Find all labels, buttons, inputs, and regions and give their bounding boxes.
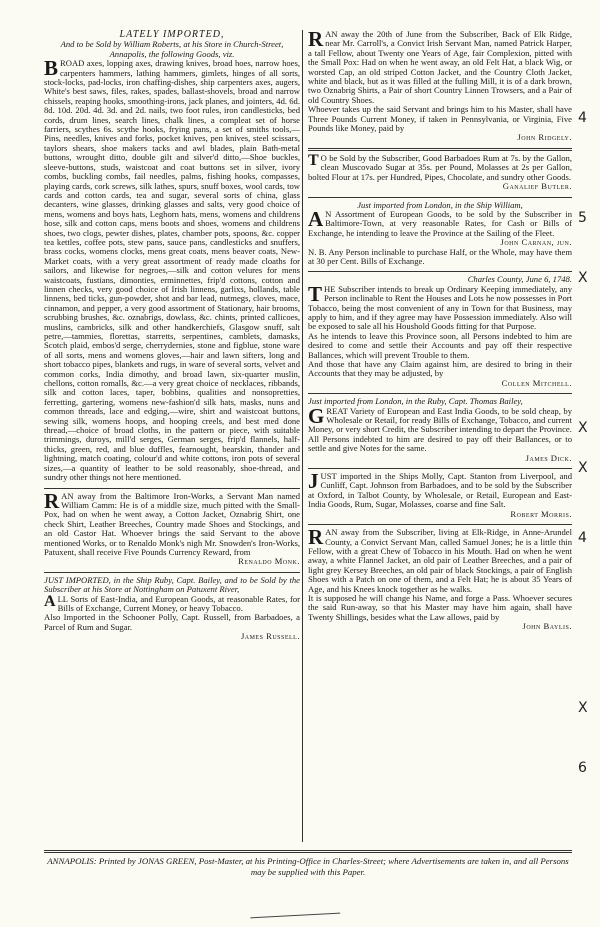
ad-body-2: Whoever takes up the said Servant and brings him to his Master, shall have Three Pounds Current Money, if taken in Pennsylvania, or Virginia, Five Pounds like Money, paid by (308, 104, 572, 134)
ad-body: O be Sold by the Subscriber, Good Barbadoes Rum at 7s. by the Gallon, clean Muscovado Sugar at 35s. per Pound, Molasses at 2s per Gallon, bolted Flour at 17s. per Hundred, Pipes, Chocolate, and sundry other Goods. (308, 152, 572, 182)
ad-body: REAT Variety of European and East India Goods, to be sold cheap, by Wholesale or Retail, for ready Bills of Exchange, Tobacco, and current Money, or very short Credit, the Subscriber intending to depart the Province. (308, 405, 572, 435)
ad-dateline: Charles County, June 6, 1748. (467, 274, 572, 285)
drop-initial: R (44, 488, 60, 513)
ad-body-3: And those that have any Claim against him, are desired to bring in their Accounts that they may be adjusted, by (308, 359, 572, 379)
ad-signature: Ganalief Butler. (502, 181, 572, 192)
ad-signature: John Ridgely. (517, 132, 572, 143)
divider (308, 524, 572, 525)
drop-initial: R (308, 525, 324, 550)
divider (44, 572, 300, 573)
ad-body: ROAD axes, lopping axes, drawing knives, broad hoes, narrow hoes, carpenters hammers, lathing hammers, gimlets, hinges of all sorts, stock-locks, pad-locks, iron chaffing-dishes, ship carpenters axes, augers, White's best saws, files, rakes, spades, ballast-shovels, broad and narrow chissels, reaping hooks, smoothing-irons, jack planes, and jointers, 4d. 6d. 8d. 10d. 20d. 4d. 3d. and 2d. nails, two foot rules, iron candlesticks, bed cords, drum lines, search lines, chalk lines, a compleat set of horse farriers, scythes 6s. scythe hooks, frying pans, a set of smiths tools,—Pins, needles, knives and forks, pocket knives, pen knives, steel scissars, taylors shears, shoe makers tacks and awl blades, plain Bath-metal buttons, wrought ditto, double gilt and silver'd ditto,—Shoe buckles, sleeve-buttons, studs, waistcoat and coat buttons set in silver, ivory combs, buckling combs, fail needles, palms, fishing hooks, compasses, playing cards, cork screws, silk lathes, spurs, snuff boxes, wool cards, tow cards and cotton cards, tea and sugar, several sorts of china, glass decanters, wine glasses, drinking glasses and salts, very good choice of mens, womens and boys hats, Leghorn hats, mens, womens and childrens hose, silk and cotton caps, mens boots and shoes, womens and childrens shoes, two clogs, pewter dishes, plates, chamber pots, spoons, &c. copper tea kettles, coffee pots, stew pans, sauce pans, candlesticks and snuffers, brass cocks, womens clocks, mens great coats, mens beaver coats, New-Market coats, with a very great assortment of ready made cloaths for sailors, and likewise for negroes,—silk and cotton velures for mens waistcoats, fustians, dimonties, erminnettes, frip'd cottons, cotton and linnen checks, very good choice of Irish linnens, garlixs, hollands, table linnens, bed ticks, gun-powder, shot and bar lead, nutmegs, cloves, mace, cinnamon, and pepper, a very good assortment of Stationary, hair brooms, scrubbing brushes, &c. oznabrigs, dowlass, &c. chints, printed callicoes, muslins, cambricks, silk and other handkerchiefs, Glasgow snuff, salt petre,—tammies, florettas, starretts, serpentines, camblets, damasks, Scotch plaid, embos'd serge, cherrydernies, stone and figblue, stone ware of all sorts, mens and womens gloves,—hair and lawn sifters, long and short tobacco pipes, blankets and rugs, in ware of several sorts, velvet and common corks, India dimothy, and broad lawn, six-quarter muslin, chellons, cotton romalls, &c.—a very great choice of necklaces, ribbands, silk and cotton laces, taper, bobbins, qualities and nonsopretties, ferretting, gartering, womens new-fashion'd silk hats, masks, nuns and common threads, lace and edging,—wire, shirt and waistcoat buttons, sewing silk, womens hoops, and hooping creels, and best med done thread,—choice of broad cloths, in the pattern or piece, with suitable trimmings, duroys, mill'd serges, German serges, frip'd flannels, half-thicks, green, red, and blue duffles, fearnought, bearskin, thander and lightning, match coating, colour'd and white cottons, iron pots of several sizes,—a quantity of leather to be sold reasonably, shoe-thread, and sundry other things not here mentioned. (44, 58, 300, 483)
ad-body-2: Also Imported in the Schooner Polly, Capt. Russell, from Barbadoes, a Parcel of Rum and Sugar. (44, 612, 300, 632)
margin-mark: X (578, 420, 588, 436)
pen-stroke (250, 903, 340, 919)
ad-subheading: And to be Sold by William Roberts, at his Store in Church-Street, Annapolis, the following Goods, viz. (60, 39, 284, 59)
ad-heading: Just imported from London, in the Ship William, (357, 199, 523, 210)
ad-signature: John Carnan, jun. (500, 237, 572, 248)
margin-mark: 5 (578, 210, 587, 226)
printer-imprint: ANNAPOLIS: Printed by JONAS GREEN, Post-Master, at his Printing-Office in Charles-Street; where Advertisements are taken in, and all Persons may be supplied with this Paper. (44, 850, 572, 878)
divider (308, 148, 572, 151)
ad-body: AN away from the Baltimore Iron-Works, a Servant Man named William Camm: He is of a middle size, much pitted with the Small-Pox, had on when he went away, a Cotton Jacket, Oznabrig Shirt, one check Shirt, Leather Breeches, Country made Shoes and Stockings, and an old Castor Hat. Whoever brings the said Servant to the above mentioned Works, or to Renaldo Monk's nigh Mr. Snowden's Iron-Works, Patuxent, shall receive Five Pounds Currency Reward, from (44, 490, 300, 557)
ad-heading: Just imported from London, in the Ruby, Capt. Thomas Bailey, (308, 396, 523, 407)
runaway-harper-ad (308, 30, 572, 146)
divider (44, 488, 300, 489)
ad-body-2: As he intends to leave this Province soon, all Persons indebted to him are desired to come and settle their Accounts and pay off their respective Ballances, which will prevent Trouble to them. (308, 330, 572, 360)
ad-body: N Assortment of European Goods, to be sold by the Subscriber in Baltimore-Town, at very reasonable Rates, for Cash or Bills of Exchange, he intending to leave the Province at the Sailing of the Fleet. (308, 208, 572, 238)
rum-sale-ad (308, 151, 572, 195)
column-rule (302, 30, 303, 842)
drop-initial: G (308, 403, 325, 428)
ad-signature: Robert Morris. (510, 508, 572, 519)
ad-signature: James Russell. (240, 631, 300, 642)
mitchell-ad (308, 275, 572, 391)
drop-initial: R (308, 30, 324, 51)
runaway-camm-ad (44, 488, 300, 570)
ad-body-2: It is supposed he will change his Name, and forge a Pass. Whoever secures the said Run-away, so that his Master may have him again, shall have Twenty Shillings, besides what the Law allows, paid by (308, 592, 572, 622)
drop-initial: T (308, 151, 319, 169)
ad-note: N. B. Any Person inclinable to purchase Half, or the Whole, may have them at 30 per Cent. Bills of Exchange. (308, 246, 572, 266)
ruby-goods-ad (44, 576, 300, 645)
right-column (308, 30, 572, 635)
ad-signature: James Dick. (525, 452, 572, 463)
margin-mark: 4 (578, 530, 587, 546)
drop-initial: B (44, 56, 59, 81)
left-column (44, 30, 300, 645)
divider (308, 468, 572, 469)
morris-goods-ad (308, 469, 572, 522)
ad-body: HE Subscriber intends to break up Ordinary Keeping immediately, any Person inclinable to Rent the Houses and Lots he now possesses in Port Tobacco, being the most convenient of any in Town for that Business, may apply to him, and if they agree may have Possession immediately. Also will be exposed to sale all his Houshold Goods fitting for that Purpose. (308, 283, 572, 332)
ad-body: AN away the 20th of June from the Subscriber, Back of Elk Ridge, near Mr. Carroll's, a Convict Irish Servant Man, named Patrick Harper, a tall Fellow, about Twenty one Years of Age, fair Complexion, pitted with the Small Pox: Had on when he went away, an old Felt Hat, a black Wig, or worsted Cap, an old striped Cotton Jacket, and the Country Cloth Jacket, white and black, but as it was filled at the fulling Mill, it is of a dark brown, two Oznabrig Shirts, a Pair of short Country Linnen Trowsers, and a Pair of old Country Shoes. (308, 30, 572, 105)
margin-mark: 4 (578, 110, 587, 126)
ad-body: UST imported in the Ships Molly, Capt. Stanton from Liverpool, and Cunliff, Capt. Johnson from Barbadoes, and to be sold by the Subscriber at Oxford, in Talbot County, by Wholesale, or Retail, European and East-India Goods, Rum, Sugar, Molasses, coarse and fine Salt. (308, 471, 572, 510)
ad-signature: Collen Mitchell. (501, 377, 572, 388)
ad-body: AN away from the Subscriber, living at Elk-Ridge, in Anne-Arundel County, a Convict Servant Man, called Samuel Jones; he is a little thin Fellow, with a great Chew of Tobacco in his Mouth. Had on when he went away, a white Flannel Jacket, an old pair of Leather Breeches, and a pair of light grey Kersey Breeches, an old pair of black Stockings, a pair of English Shoes with a Patch on one of them, and a Felt Hat; he is about 35 Years of Age, and his Knees knock together as he walks. (308, 527, 572, 594)
divider (308, 393, 572, 394)
margin-mark: 6 (578, 760, 587, 776)
ad-body-2: All Persons indebted to him are desired to pay off their Ballances, or to settle and give Notes for the same. (308, 433, 572, 454)
drop-initial: T (308, 281, 323, 306)
margin-mark: X (578, 700, 588, 716)
william-goods-ad (308, 201, 572, 270)
imported-goods-ad (44, 30, 300, 486)
margin-mark: X (578, 270, 588, 286)
ad-signature: Renaldo Monk. (238, 556, 300, 567)
ad-heading: LATELY IMPORTED, (119, 30, 225, 40)
margin-mark: X (578, 460, 588, 476)
drop-initial: A (44, 592, 56, 610)
dick-goods-ad (308, 397, 572, 466)
drop-initial: A (308, 206, 324, 231)
runaway-jones-ad (308, 525, 572, 634)
divider (308, 197, 572, 198)
divider (308, 271, 572, 272)
ad-body: LL Sorts of East-India, and European Goods, at reasonable Rates, for Bills of Exchange, Current Money, or heavy Tobacco. (57, 593, 300, 613)
ad-signature: John Baylis. (522, 621, 572, 632)
drop-initial: J (308, 469, 319, 494)
ad-heading: JUST IMPORTED, in the Ship Ruby, Capt. Bailey, and to be Sold by the Subscriber at his Store at Nottingham on Patuxent River, (44, 574, 300, 595)
